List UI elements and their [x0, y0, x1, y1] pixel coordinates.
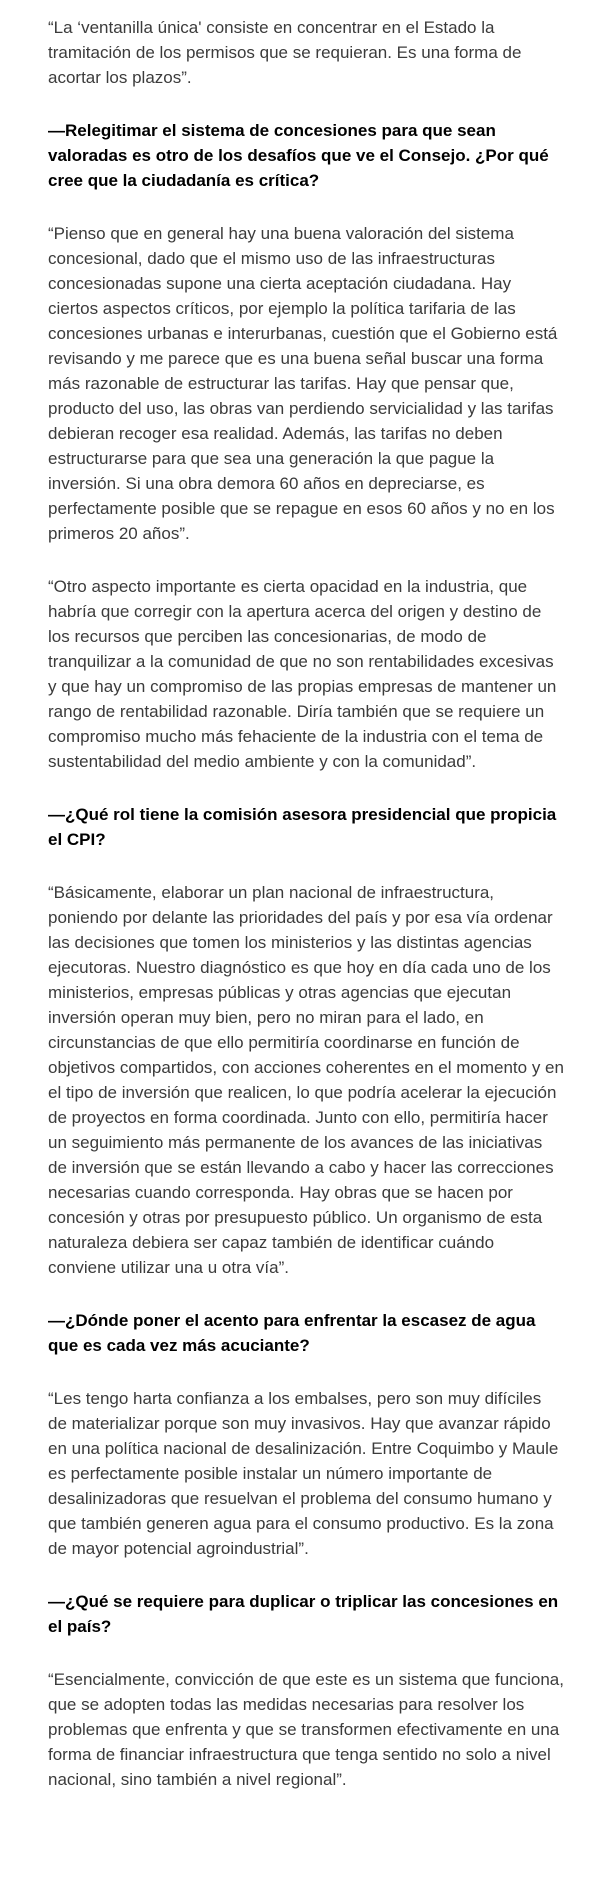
answer-paragraph-valoracion-sistema: “Pienso que en general hay una buena valoración del sistema concesional, dado que el mismo uso de las infraestructuras concesionadas supone una cierta aceptación ciudadana. Hay ciertos aspectos críticos, por ejemplo la política tarifaria de las concesiones urbanas e interurbanas, cuestión que el Gobierno está revisando y me parece que es una buena señal buscar una forma más razonable de estructurar las tarifas. Hay que pensar que, producto del uso, las obras van perdiendo servicialidad y las tarifas debieran recoger esa realidad. Además, las tarifas no deben estructurarse para que sea una generación la que pague la inversión. Si una obra demora 60 años en depreciarse, es perfectamente posible que se repague en esos 60 años y no en los primeros 20 años”. [48, 224, 558, 543]
question-heading-escasez-agua: —¿Dónde poner el acento para enfrentar la escasez de agua que es cada vez más acuciante? [48, 1311, 536, 1355]
answer-paragraph-opacidad-industria: “Otro aspecto importante es cierta opacidad en la industria, que habría que corregir con la apertura acerca del origen y destino de los recursos que perciben las concesionarias, de modo de tranquilizar a la comunidad de que no son rentabilidades excesivas y que hay un compromiso de las propias empresas de mantener un rango de rentabilidad razonable. Diría también que se requiere un compromiso mucho más fehaciente de la industria con el tema de sustentabilidad del medio ambiente y con la comunidad”. [48, 577, 557, 771]
question-heading-relegitimar-concesiones: —Relegitimar el sistema de concesiones para que sean valoradas es otro de los desafíos que ve el Consejo. ¿Por qué cree que la ciudadanía es crítica? [48, 121, 549, 190]
answer-paragraph-embalses-desalinizacion: “Les tengo harta confianza a los embalses, pero son muy difíciles de materializar porque son muy invasivos. Hay que avanzar rápido en una política nacional de desalinización. Entre Coquimbo y Maule es perfectamente posible instalar un número importante de desalinizadoras que resuelvan el problema del consumo humano y que también generen agua para el consumo productivo. Es la zona de mayor potencial agroindustrial”. [48, 1389, 559, 1558]
answer-paragraph-ventanilla-unica: “La ‘ventanilla única' consiste en concentrar en el Estado la tramitación de los permisos que se requieran. Es una forma de acortar los plazos”. [48, 18, 522, 87]
question-heading-comision-asesora-cpi: —¿Qué rol tiene la comisión asesora presidencial que propicia el CPI? [48, 805, 557, 849]
answer-paragraph-plan-nacional-infraestructura: “Básicamente, elaborar un plan nacional de infraestructura, poniendo por delante las prioridades del país y por esa vía ordenar las decisiones que tomen los ministerios y las distintas agencias ejecutoras. Nuestro diagnóstico es que hoy en día cada uno de los ministerios, empresas públicas y otras agencias que ejecutan inversión operan muy bien, pero no miran para el lado, en circunstancias de que ello permitiría coordinarse en función de objetivos compartidos, con acciones coherentes en el momento y en el tipo de inversión que realicen, lo que podría acelerar la ejecución de proyectos en forma coordinada. Junto con ello, permitiría hacer un seguimiento más permanente de los avances de las iniciativas de inversión que se están llevando a cabo y hacer las correcciones necesarias cuando corresponda. Hay obras que se hacen por concesión y otras por presupuesto público. Un organismo de esta naturaleza debiera ser capaz también de identificar cuándo conviene utilizar una u otra vía”. [48, 883, 564, 1277]
answer-paragraph-conviccion-sistema: “Esencialmente, convicción de que este es un sistema que funciona, que se adopten todas las medidas necesarias para resolver los problemas que enfrenta y que se transformen efectivamente en una forma de financiar infraestructura que tenga sentido no solo a nivel nacional, sino también a nivel regional”. [48, 1670, 564, 1789]
question-heading-duplicar-concesiones: —¿Qué se requiere para duplicar o triplicar las concesiones en el país? [48, 1592, 559, 1636]
